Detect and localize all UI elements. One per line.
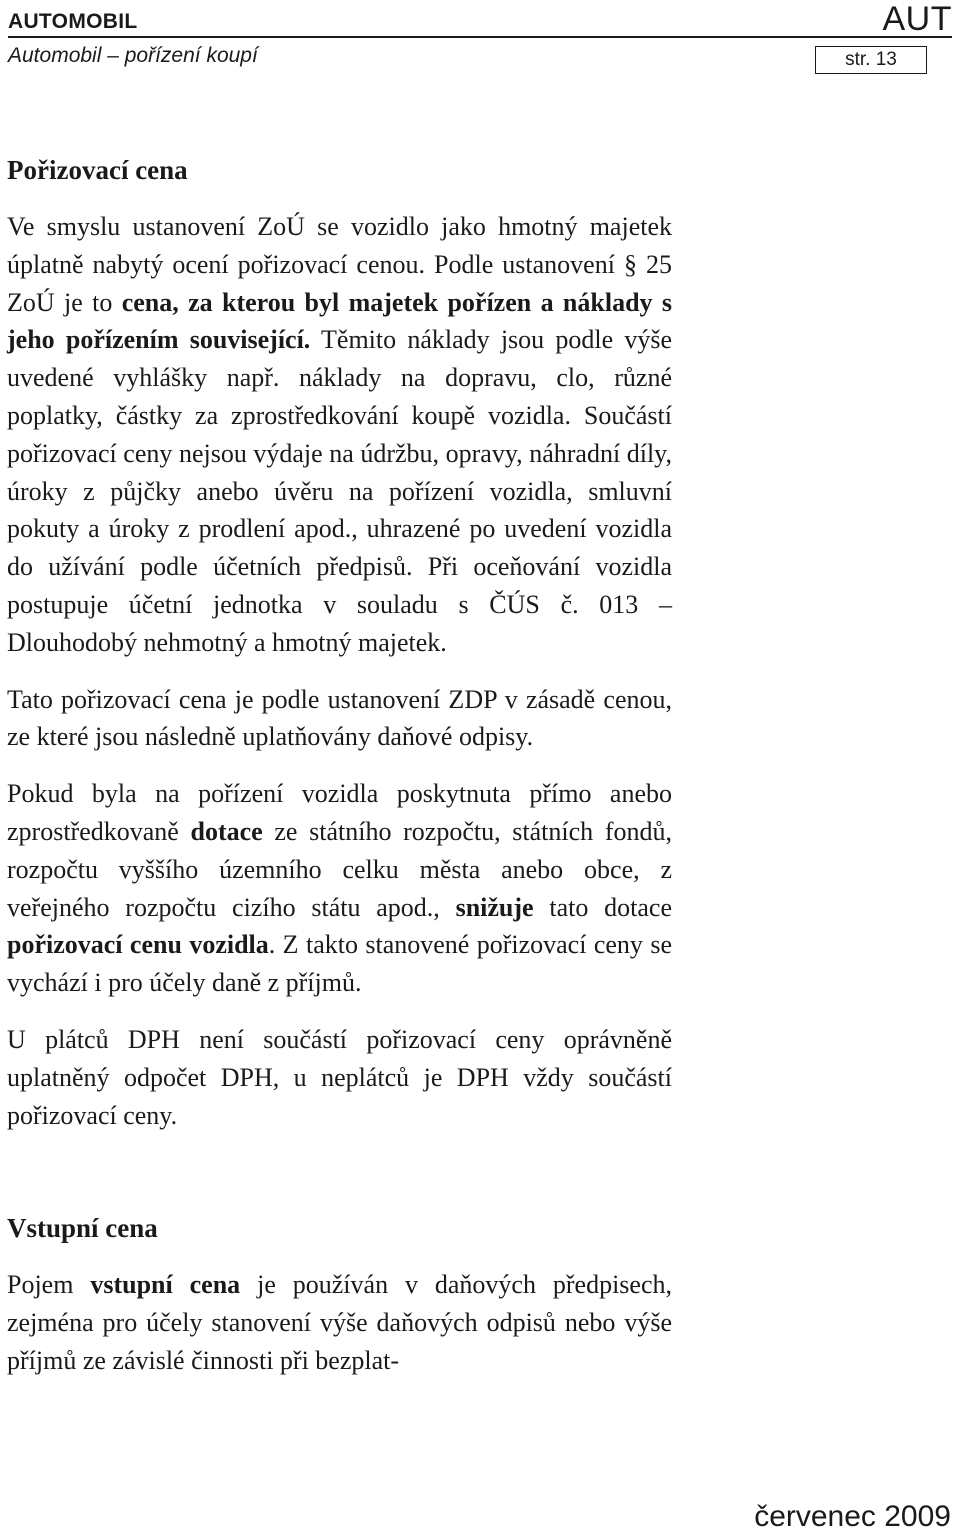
header-divider	[8, 36, 952, 38]
bold-text-run: cena, za kterou byl majetek pořízen a náklady s jeho pořízením související.	[7, 287, 673, 355]
page-number-badge: str. 13	[815, 46, 927, 74]
text-run: Těmito náklady jsou podle výše uvedené vyhlášky např. náklady na dopravu, clo, různé poplatky, částky za zprostředkování koupě vozidla. Součástí pořizovací ceny nejsou výdaje na údržbu, opravy, náhradní díly, úroky z půjčky anebo úvěru na pořízení vozidla, smluvní pokuty a úroky z prodlení apod., uhrazené po uvedení vozidla do užívání podle účetních předpisů. Při oceňování vozidla postupuje účetní jednotka v souladu s ČÚS č. 013 – Dlouhodobý nehmotný a hmotný majetek.	[7, 325, 672, 657]
paragraph-2: Tato pořizovací cena je podle ustanovení ZDP v zásadě cenou, ze které jsou následně uplatňovány daňové odpisy.	[7, 684, 672, 752]
section-code: AUT	[882, 0, 952, 38]
bold-text-run: dotace	[190, 816, 263, 846]
chapter-subtitle: Automobil – pořízení koupí	[8, 44, 258, 67]
bold-text-run: vstupní cena	[90, 1270, 241, 1300]
text-run: . Z takto stanovené pořizovací ceny se vychází i pro účely daně z příjmů.	[7, 930, 672, 998]
article-body	[7, 152, 672, 1380]
bold-text-run: pořizovací cenu vozidla	[7, 930, 269, 960]
publication-title: AUTOMOBIL	[8, 10, 138, 33]
text-run: Pokud byla na pořízení vozidla poskytnuta přímo anebo zprostředkovaně	[7, 779, 672, 846]
section-heading-porizovaci-cena: Pořizovací cena	[7, 155, 188, 185]
bold-text-run: snižuje	[455, 892, 534, 922]
paragraph-5	[7, 1266, 672, 1379]
text-run: ze státního rozpočtu, státních fondů, rozpočtu vyššího územního celku města anebo obce, z veřejného rozpočtu cizího státu apod.,	[7, 816, 672, 922]
paragraph-4: U plátců DPH není součástí pořizovací ceny oprávněně uplatněný odpočet DPH, u neplátců je DPH vždy součástí pořizovací ceny.	[7, 1024, 672, 1130]
text-run: Pojem	[7, 1270, 91, 1300]
issue-date: červenec 2009	[754, 1500, 951, 1533]
paragraph-1	[7, 208, 672, 662]
text-run: je používán v daňových předpisech, zejména pro účely stanovení výše daňových odpisů nebo výše příjmů ze závislé činnosti při bezplat-	[7, 1270, 672, 1375]
page-header	[8, 0, 952, 38]
paragraph-3	[7, 775, 672, 1002]
section-heading-vstupni-cena: Vstupní cena	[7, 1213, 158, 1244]
text-run: Ve smyslu ustanovení ZoÚ se vozidlo jako hmotný majetek úplatně nabytý ocení pořizovací cenou. Podle ustanovení § 25 ZoÚ je to	[7, 212, 672, 317]
text-run: tato dotace	[533, 892, 672, 922]
